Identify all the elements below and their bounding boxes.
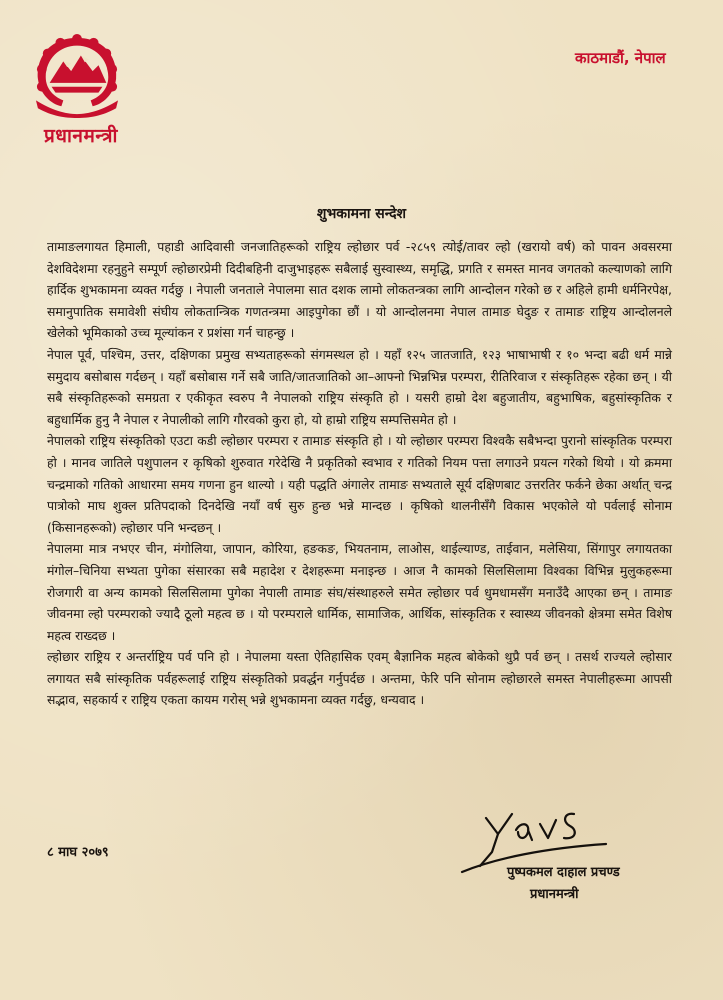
message-paragraph: ल्होछार राष्ट्रिय र अन्तर्राष्ट्रिय पर्व पनि हो । नेपालमा यस्ता ऐतिहासिक एवम् बैज्ञानिक महत्व बोकेको थुप्रै पर्व छन् । तसर्थ राज्यले ल्होसार लगायत सबै सांस्कृतिक पर्वहरूलाई राष्ट्रिय संस्कृतिको प्रवर्द्धन गर्नुपर्दछ । अन्तमा, फेरि पनि सोनाम ल्होछारले समस्त नेपालीहरूमा आपसी सद्भाव, सहकार्य र राष्ट्रिय एकता कायम गरोस् भन्ने शुभकामना व्यक्त गर्दछु, धन्यवाद ।	[47, 649, 672, 708]
message-paragraph: नेपालको राष्ट्रिय संस्कृतिको एउटा कडी ल्होछार परम्परा र तामाङ संस्कृति हो । यो ल्होछार परम्परा विश्वकै सबैभन्दा पुरानो सांस्कृतिक परम्परा हो । मानव जातिले पशुपालन र कृषिको शुरुवात गरेदेखि नै प्रकृतिको स्वभाव र गतिको नियम पत्ता लगाउने प्रयत्न गरेको थियो । यो क्रममा चन्द्रमाको गतिको आधारमा समय गणना हुन थाल्यो । यही पद्धति अंगालेर तामाङ सभ्यताले सूर्य दक्षिणबाट उत्तरतिर फर्कने छेका अर्थात् चन्द्र पात्रोको माघ शुक्ल प्रतिपदाको दिनदेखि नयाँ वर्ष सुरु हुन्छ भन्ने मान्दछ । कृषिको थालनीसँगै विकास भएकोले यो पर्वलाई सोनाम (किसानहरूको) ल्होछार पनि भन्दछन् ।	[47, 433, 672, 535]
message-paragraph: नेपाल पूर्व, पश्चिम, उत्तर, दक्षिणका प्रमुख सभ्यताहरूको संगमस्थल हो । यहाँ १२५ जातजाति, १२३ भाषाभाषी र १० भन्दा बढी धर्म मान्ने समुदाय बसोबास गर्दछन् । यहाँ बसोबास गर्ने सबै जाति/जातजातिको आ–आफ्नो भिन्नभिन्न परम्परा, रीतिरिवाज र संस्कृतिहरू रहेका छन् । यी सबै संस्कृतिहरूको समग्रता र एकीकृत स्वरुप नै नेपालको राष्ट्रिय संस्कृति हो । यसरी हाम्रो देश बहुजातीय, बहुभाषिक, बहुसांस्कृतिक र बहुधार्मिक हुनु नै नेपाल र नेपालीको लागि गौरवको कुरा हो, यो हाम्रो राष्ट्रिय सम्पत्तिसमेत हो ।	[47, 346, 672, 427]
message-paragraph: नेपालमा मात्र नभएर चीन, मंगोलिया, जापान, कोरिया, हङकङ, भियतनाम, लाओस, थाईल्याण्ड, ताईवान, मलेसिया, सिंगापुर लगायतका मंगोल–चिनिया सभ्यता पुगेका संसारका सबै महादेश र देशहरूमा मनाइन्छ । आज नै कामको सिलसिलामा विश्वका विभिन्न मुलुकहरूमा रोजगारी वा अन्य कामको सिलसिलामा पुगेका नेपाली तामाङ संघ/संस्थाहरुले समेत ल्होछार पर्व धुमधामसँग मनाउँदै आएका छन् । तामाङ जीवनमा ल्हो परम्पराको ज्यादै ठूलो महत्व छ । यो परम्पराले धार्मिक, सामाजिक, आर्थिक, सांस्कृतिक र स्वास्थ्य जीवनको क्षेत्रमा समेत विशेष महत्व राख्दछ ।	[47, 541, 672, 643]
signer-name: पुष्पकमल दाहाल प्रचण्ड	[507, 865, 620, 880]
office-name: प्रधानमन्त्री	[44, 125, 118, 147]
nepal-emblem-icon	[28, 32, 126, 118]
message-body	[47, 236, 672, 711]
message-paragraph: तामाङलगायत हिमाली, पहाडी आदिवासी जनजातिहरूको राष्ट्रिय ल्होछार पर्व -२८५९ त्योई/तावर ल्हो (खरायो वर्ष) को पावन अवसरमा देशविदेशमा रहनुहुने सम्पूर्ण ल्होछारप्रेमी दिदीबहिनी दाजुभाइहरू सबैलाई सुस्वास्थ्य, समृद्धि, प्रगति र समस्त मानव जगतको कल्याणको लागि हार्दिक शुभकामना व्यक्त गर्दछु । नेपाली जनताले नेपालमा सात दशक लामो लोकतन्त्रका लागि आन्दोलन गरेको छ र अहिले हामी धर्मनिरपेक्ष, समानुपातिक समावेशी संघीय लोकतान्त्रिक गणतन्त्रमा आइपुगेका छौं । यो आन्दोलनमा नेपाल तामाङ घेदुङ र तामाङ राष्ट्रिय आन्दोलनले खेलेको भूमिकाको उच्च मूल्यांकन र प्रशंसा गर्न चाहन्छु ।	[47, 239, 672, 341]
signer-title: प्रधानमन्त्री	[530, 887, 579, 902]
date: ८ माघ २०७९	[47, 845, 109, 860]
page-title: शुभकामना सन्देश	[316, 206, 407, 222]
location: काठमाडौं, नेपाल	[575, 49, 666, 67]
